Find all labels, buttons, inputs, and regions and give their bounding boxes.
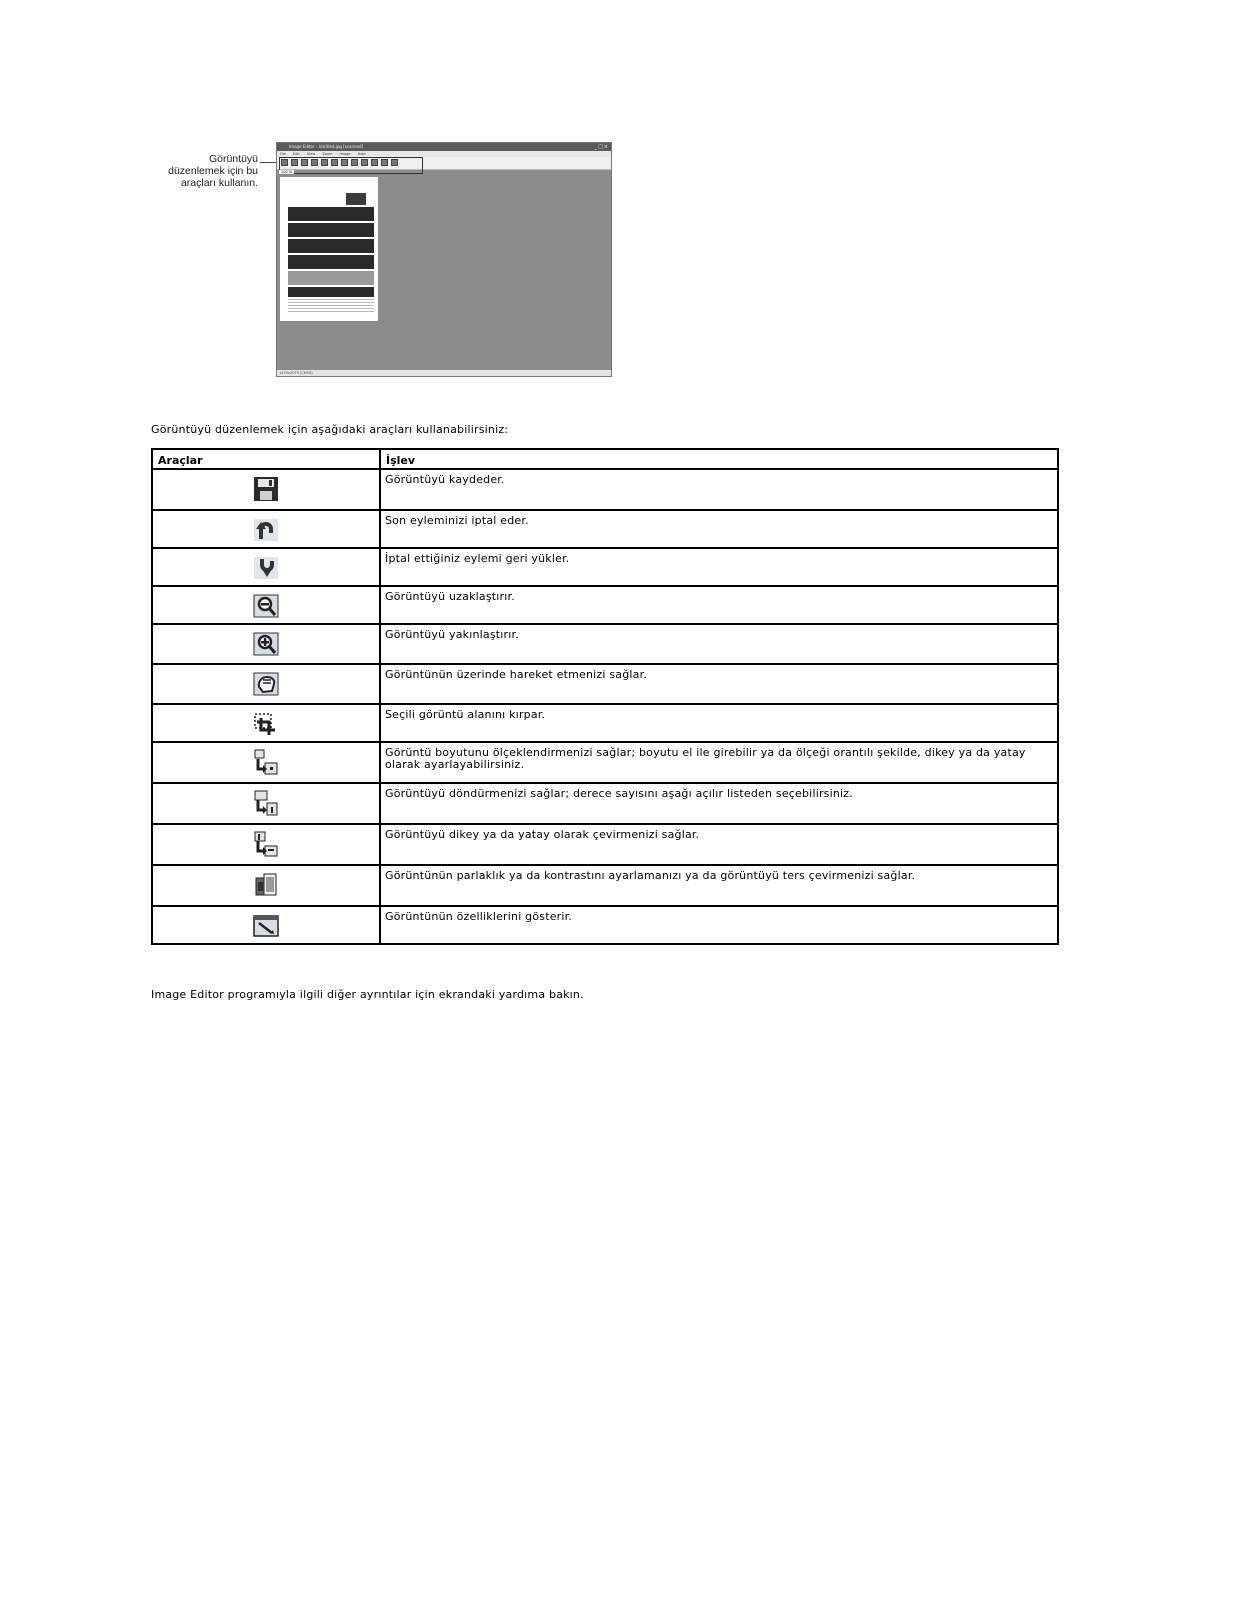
zoom-in-icon	[252, 631, 280, 657]
figure-callout: Görüntüyü düzenlemek için bu araçları kullanın.	[168, 153, 258, 189]
row-desc: İptal ettiğiniz eylemi geri yükler.	[380, 548, 1058, 586]
page-band	[288, 271, 374, 285]
app-title-bar	[277, 143, 611, 151]
menu-view: View	[306, 152, 316, 156]
table-row	[152, 469, 1058, 510]
row-desc: Görüntü boyutunu ölçeklendirmenizi sağlar; boyutu el ile girebilir ya da ölçeği orantılı şekilde, dikey ya da yatay olarak ayarlayabilirsiniz.	[380, 742, 1058, 783]
table-row	[152, 510, 1058, 548]
undo-icon	[252, 517, 280, 543]
table-row	[152, 664, 1058, 704]
toolbar-highlight-box	[279, 157, 423, 174]
redo-icon	[252, 555, 280, 581]
crop-icon	[252, 711, 280, 737]
flip-icon	[252, 831, 280, 857]
table-row	[152, 704, 1058, 742]
app-screenshot	[276, 142, 612, 377]
page-photo	[346, 193, 366, 205]
zoom-out-icon	[252, 593, 280, 619]
table-row	[152, 865, 1058, 906]
row-desc: Görüntüyü dikey ya da yatay olarak çevirmenizi sağlar.	[380, 824, 1058, 865]
row-desc: Seçili görüntü alanını kırpar.	[380, 704, 1058, 742]
page-band	[288, 255, 374, 269]
menu-image: Image	[339, 152, 351, 156]
menu-edit: Edit	[292, 152, 300, 156]
save-icon	[252, 476, 280, 502]
table-row	[152, 624, 1058, 664]
page-band	[288, 207, 374, 221]
table-row	[152, 742, 1058, 783]
intro-text: Görüntüyü düzenlemek için aşağıdaki araçları kullanabilirsiniz:	[151, 423, 509, 436]
resize-icon	[252, 749, 280, 775]
row-desc: Görüntünün parlaklık ya da kontrastını ayarlamanızı ya da görüntüyü ters çevirmenizi sağlar.	[380, 865, 1058, 906]
row-desc: Görüntünün özelliklerini gösterir.	[380, 906, 1058, 944]
table-row	[152, 586, 1058, 624]
menu-file: File	[280, 152, 286, 156]
row-desc: Son eyleminizi iptal eder.	[380, 510, 1058, 548]
adjust-icon	[252, 872, 280, 898]
table-row	[152, 548, 1058, 586]
row-desc: Görüntüyü döndürmenizi sağlar; derece sayısını aşağı açılır listeden seçebilirsiniz.	[380, 783, 1058, 824]
menu-zoom: Zoom	[322, 152, 333, 156]
hand-pan-icon	[252, 671, 280, 697]
table-row	[152, 824, 1058, 865]
row-desc: Görüntünün üzerinde hareket etmenizi sağlar.	[380, 664, 1058, 704]
properties-icon	[252, 913, 280, 939]
app-status-bar: 1470x2079 (CMYK)	[277, 370, 611, 376]
row-desc: Görüntüyü yakınlaştırır.	[380, 624, 1058, 664]
header-function: İşlev	[380, 449, 1058, 469]
footer-text: Image Editor programıyla ilgili diğer ayrıntılar için ekrandaki yardıma bakın.	[151, 988, 584, 1001]
menu-help: Help	[357, 152, 366, 156]
table-header-row	[152, 449, 1058, 469]
image-editor-figure	[150, 140, 620, 380]
scanned-page-thumbnail	[280, 177, 378, 321]
rotate-icon	[252, 790, 280, 816]
tools-table	[151, 448, 1059, 945]
table-row	[152, 783, 1058, 824]
table-row	[152, 906, 1058, 944]
window-controls-icon: _□×	[594, 144, 609, 150]
page-band	[288, 239, 374, 253]
zoom-label: 100 %	[281, 170, 293, 174]
row-desc: Görüntüyü uzaklaştırır.	[380, 586, 1058, 624]
page-band	[288, 223, 374, 237]
header-tools: Araçlar	[152, 449, 380, 469]
app-window-title: Image Editor - Untitled.jpg [scanned]	[289, 144, 364, 149]
row-desc: Görüntüyü kaydeder.	[380, 469, 1058, 510]
page-text-lines	[288, 297, 374, 313]
